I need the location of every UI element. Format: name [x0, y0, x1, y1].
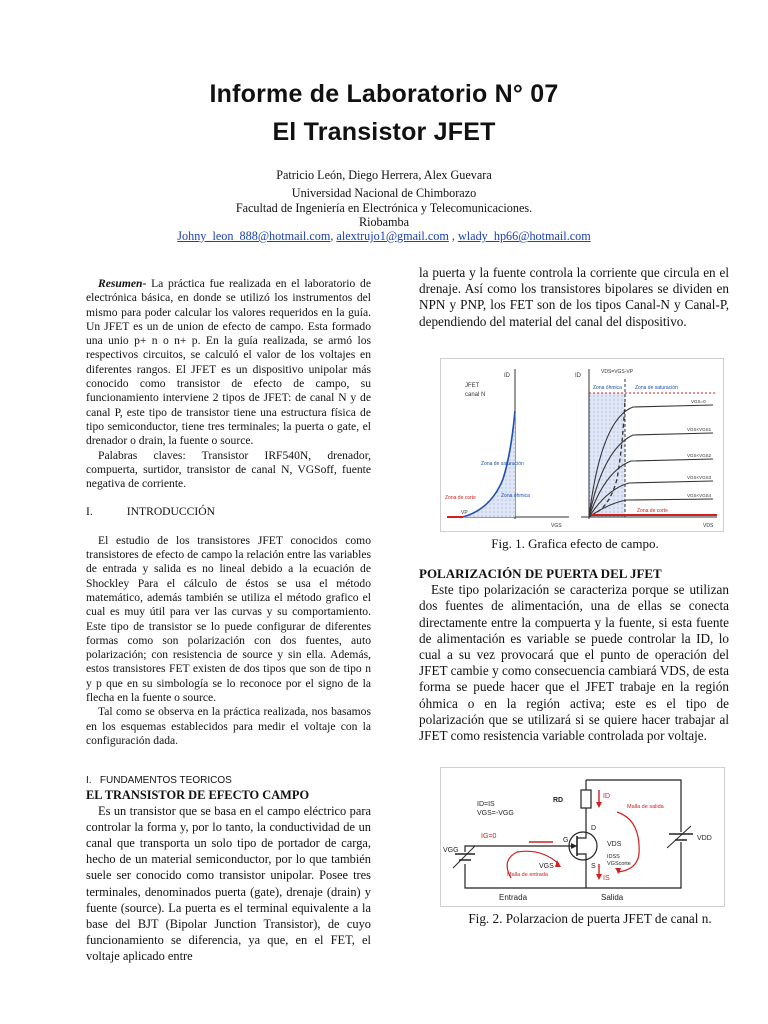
subsection-heading: EL TRANSISTOR DE EFECTO CAMPO [86, 788, 310, 803]
right-column-top [419, 265, 729, 330]
malla-entrada-label: Malla de entrada [507, 872, 548, 878]
ohmic-zone-shade [589, 393, 625, 517]
fundamentos-paragraph: Es un transistor que se basa en el campo eléctrico para controlar la forma y, por lo tanto, la conductividad de un canal que transporta un solo tipo de portador de carga, hecho de un material semiconductor, por lo que también suele ser conocido como transistor unipolar. Posee tres terminales, denominados puerta (gate), drenaje (drain) y fuente (source). La puerta es el terminal equivalente a la base del BJT (Bipolar Junction Transistor), de cuyo funcionamiento se diferencia, ya que, en el FET, el voltaje aplicado entre [86, 803, 371, 964]
id-arrowhead-icon [596, 802, 602, 808]
is-label: IS [603, 875, 610, 882]
jfet-characteristic-graph [441, 359, 723, 531]
vgs-axis-label: VGS [551, 523, 562, 529]
vdd-variable-arrow [667, 826, 691, 848]
section-number: I. [86, 775, 92, 787]
email-separator: , [330, 229, 337, 243]
section-title: INTRODUCCIÓN [126, 505, 216, 519]
email-separator: , [448, 229, 458, 243]
continued-paragraph: la puerta y la fuente controla la corriente que circula en el drenaje. Así como los transistores bipolares se dividen en NPN y PNP, los FET son de los tipos Canal-N y Canal-P, dependiendo del material del canal del dispositivo. [419, 265, 729, 329]
email-link-1[interactable]: Johny_leon_888@hotmail.com [177, 229, 331, 243]
curve-label-2: VGS<VGS2 [687, 453, 712, 458]
email-link-2[interactable]: alextrujo1@gmail.com [336, 229, 449, 243]
vdd-label: VDD [697, 835, 712, 842]
id-label-right: ID [575, 373, 581, 379]
vgs-eq-label: VGS=-VGG [477, 810, 514, 817]
zona-ohmica-label: Zona óhmica [501, 493, 530, 499]
figure-1-caption: Fig. 1. Grafica efecto de campo. [491, 536, 659, 551]
s-label: S [591, 863, 596, 870]
jfet-label: JFET [465, 383, 480, 389]
intro-paragraph-2: Tal como se observa en la práctica realizada, nos basamos en los esquemas establecidos para medir el voltaje con la configuración dada. [86, 705, 371, 747]
zona-saturacion-label: Zona de saturación [481, 461, 524, 467]
vgscorte-label: VGScorte [607, 861, 631, 867]
keywords: Palabras claves: Transistor IRF540N, drenador, compuerta, surtidor, transistor de canal N, VGSoff, fuente negativa de corriente. [86, 448, 371, 491]
faculty: Facultad de Ingeniería en Electrónica y Telecomunicaciones. [235, 201, 533, 215]
abstract-text: La práctica fue realizada en el laboratorio de electrónica básica, en donde se utilizó los instrumentos del mismo para poder calcular los valores requeridos en la guía. Un JFET es un de union de efecto de campo. Esta formado una unio p+ n o n+ p. En la guía realizada, se armó los respectivos circuitos, se calculó el valor de los voltajes en diferentes rangos. El JFET es un dispositivo unipolar más conocido como transistor de efecto de campo, su funcionamiento interviene 2 tipos de JFET: de canal N y de canal P, este tipo de transistor tiene una estructura física de tipo semiconductor, tiene tres terminales; la puerta o gate, el drenador o drain, la fuente o source. [86, 277, 371, 448]
email-list [0, 229, 768, 243]
zona-ohmica-top-label: Zona óhmica [593, 385, 622, 391]
g-label: G [563, 837, 569, 844]
idss-label: IDSS [607, 854, 620, 860]
section-heading-polarizacion: POLARIZACIÓN DE PUERTA DEL JFET [419, 566, 662, 581]
abstract-label: Resumen- [98, 277, 147, 290]
figure-1 [440, 358, 724, 532]
vgs-label: VGS [539, 863, 554, 870]
entrada-label: Entrada [499, 893, 528, 902]
vds-label: VDS [607, 841, 622, 848]
is-arrowhead-icon [596, 874, 602, 880]
curve-label-1: VGS<VGS1 [687, 427, 712, 432]
section-number: I. [86, 505, 93, 519]
city: Riobamba [358, 215, 410, 229]
title-line-1: Informe de Laboratorio N° 07 [209, 80, 559, 108]
section-heading-fundamentos [86, 774, 371, 788]
rd-label: RD [553, 797, 564, 804]
vgg-label: VGG [443, 847, 459, 854]
id-label-left: ID [504, 373, 510, 379]
jfet-bias-circuit [441, 768, 724, 906]
d-label: D [591, 825, 597, 832]
figure-2 [440, 767, 725, 907]
authors: Patricio León, Diego Herrera, Alex Guevara [276, 168, 492, 182]
vds-axis-label: VDS [703, 523, 714, 529]
vds-sat-label: VDS=VGS-VP [601, 369, 634, 375]
rd-resistor [581, 790, 591, 808]
figure-2-caption: Fig. 2. Polarzacion de puerta JFET de canal n. [468, 911, 712, 926]
title-line-2: El Transistor JFET [272, 118, 496, 146]
curve-label-4: VGS<VGS4 [687, 493, 712, 498]
zona-saturacion-top-label: Zona de saturación [635, 385, 678, 391]
id-is-label: ID=IS [477, 801, 495, 808]
abstract [86, 277, 371, 449]
zona-corte-right-label: Zona de corte [637, 508, 668, 514]
vp-label: VP [461, 510, 468, 516]
curve-label-0: VGS=0 [691, 399, 706, 404]
zona-corte-left-label: Zona de corte [445, 495, 476, 501]
right-column-bottom [419, 566, 729, 744]
polarizacion-paragraph: Este tipo polarización se caracteriza porque se utilizan dos fuentes de alimentación, una de ellas se conecta directamente entre la compuerta y la fuente, si esta fuente de alimentación es variable se puede controlar la ID, lo cual a su vez provocará que el punto de operación del JFET cambie y como consecuencia cambiará VDS, de esta forma se puede hacer que el JFET trabaje en la región óhmica o en la región activa; este es el tipo de polarización que se utilizará si se quiere hacer trabajar al JFET como resistencia variable controlada por voltaje. [419, 582, 729, 744]
canal-label: canal N [465, 392, 486, 398]
section-heading-intro [86, 505, 371, 519]
university: Universidad Nacional de Chimborazo [291, 186, 477, 200]
ig-label: IG=0 [481, 833, 497, 840]
curve-label-3: VGS<VGS3 [687, 475, 712, 480]
malla-salida-label: Malla de salida [627, 804, 664, 810]
left-column [86, 277, 371, 965]
id-label: ID [603, 793, 610, 800]
email-link-3[interactable]: wlady_hp66@hotmail.com [457, 229, 591, 243]
section-title: FUNDAMENTOS TEORICOS [99, 775, 232, 787]
salida-label: Salida [601, 893, 624, 902]
intro-paragraph-1: El estudio de los transistores JFET conocidos como transistores de efecto de campo la relación entre las variables de entrada y salida es no lineal debido a la ecuación de Shockley Para el cálculo de éstos se usa el método matemático, además también se utiliza el método grafico el cual es muy útil para ver las curvas y su comportamiento. Este tipo de transistor se lo puede configurar de diferentes formas como son polarización con dos fuentes, auto polarización; con resistencia de source y sin ella. Además, estos transistores FET existen de dos tipos que son de tipo n y p que en su simbología se lo reconoce por el signo de la flecha en la fuente o source. [86, 533, 371, 705]
